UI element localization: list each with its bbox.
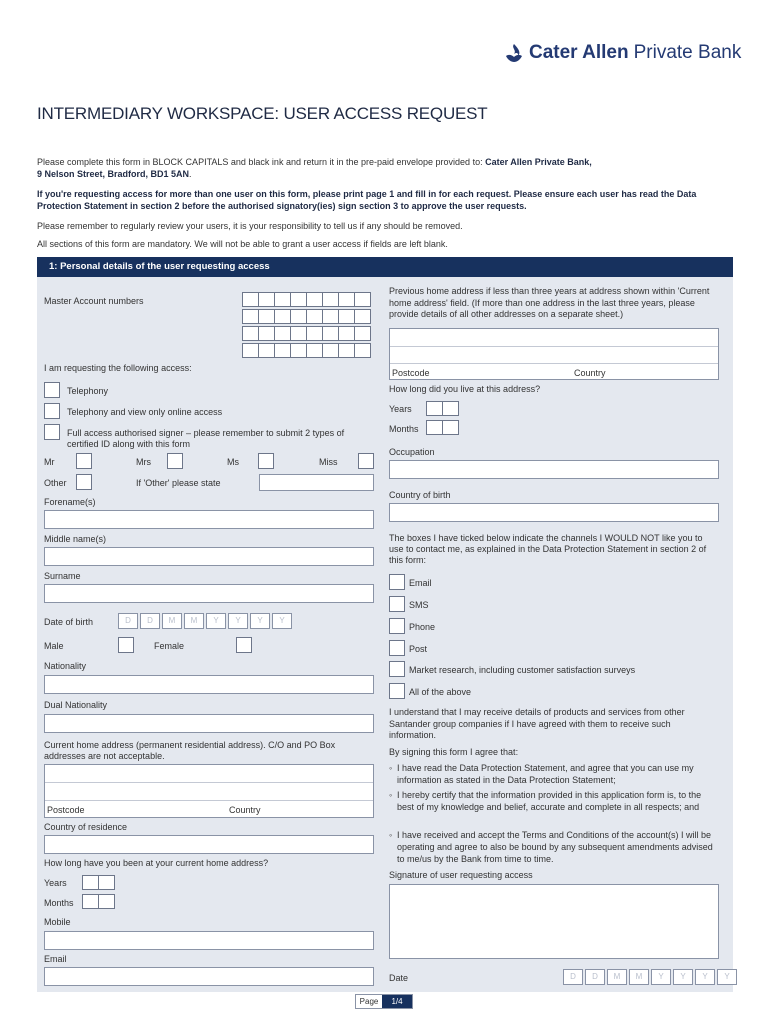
- understand-text: I understand that I may receive details of products and services from other Santander group companies if I have agreed with them to receive such information.: [389, 707, 685, 740]
- current-postcode-label: Postcode: [47, 805, 85, 815]
- previous-address-field[interactable]: [389, 328, 719, 380]
- intro-paragraph-4: All sections of this form are mandatory. We will not be able to grant a user access if fields are left blank.: [37, 239, 448, 249]
- telephony-online-label: Telephony and view only online access: [67, 407, 223, 417]
- male-checkbox[interactable]: [118, 637, 134, 653]
- channel-market-research-checkbox[interactable]: [389, 661, 405, 677]
- page-number: 1/4: [382, 995, 412, 1008]
- previous-country-label: Country: [574, 368, 606, 378]
- nationality-label: Nationality: [44, 661, 87, 671]
- channel-phone-label: Phone: [409, 622, 436, 632]
- mobile-label: Mobile: [44, 917, 71, 927]
- intro-paragraph-1: Please complete this form in BLOCK CAPITALS and black ink and return it in the pre-paid envelope provided to: Cater Allen Private Bank, 9 Nelson Street, Bradford, BD1 5AN.: [37, 157, 592, 179]
- male-label: Male: [44, 641, 64, 651]
- channel-post-label: Post: [409, 644, 428, 654]
- title-miss-label: Miss: [319, 457, 338, 467]
- forename-field[interactable]: [44, 510, 374, 529]
- nationality-field[interactable]: [44, 675, 374, 694]
- logo-bold-text: Cater Allen: [529, 42, 629, 63]
- how-long-current-label: How long have you been at your current home address?: [44, 858, 269, 868]
- title-mr-label: Mr: [44, 457, 55, 467]
- channel-phone-checkbox[interactable]: [389, 618, 405, 634]
- logo-normal-text: Private Bank: [633, 42, 742, 63]
- signature-field[interactable]: [389, 884, 719, 959]
- bank-logo: [503, 42, 741, 64]
- dob-label: Date of birth: [44, 617, 94, 627]
- channel-sms-label: SMS: [409, 600, 429, 610]
- channel-email-label: Email: [409, 578, 432, 588]
- email-field[interactable]: [44, 967, 374, 986]
- title-mrs-label: Mrs: [136, 457, 151, 467]
- surname-field[interactable]: [44, 584, 374, 603]
- months-previous-label: Months: [389, 424, 419, 434]
- middle-name-label: Middle name(s): [44, 534, 107, 544]
- agreement-bullet-3: ◦ I have received and accept the Terms and Conditions of the account(s) I will be operating and agree to also be bound by any subsequent amendments advised to me/us by the Bank from time to time.: [389, 830, 713, 864]
- channels-intro: The boxes I have ticked below indicate the channels I WOULD NOT like you to use to contact me, as explained in the Data Protection Statement in section 2 of this form:: [389, 533, 707, 565]
- section-1-header: 1: Personal details of the user requesting access: [37, 257, 733, 277]
- previous-address-label: Previous home address if less than three years at address shown within 'Current home address' field. (If more than one address in the last three years, please provide details of all other addresses on a separate sheet.): [389, 286, 710, 319]
- country-birth-label: Country of birth: [389, 490, 451, 500]
- telephony-label: Telephony: [67, 386, 109, 396]
- previous-postcode-label: Postcode: [392, 368, 430, 378]
- if-other-label: If 'Other' please state: [136, 478, 221, 488]
- date-field[interactable]: D D M M Y Y Y Y: [563, 969, 739, 985]
- agreement-bullet-2: ◦ I hereby certify that the information provided in this application form is, to the best of my knowledge and belief, accurate and complete in all respects; and: [389, 790, 702, 812]
- channel-market-research-label: Market research, including customer satisfaction surveys: [409, 665, 636, 675]
- dual-nationality-field[interactable]: [44, 714, 374, 733]
- page-title: INTERMEDIARY WORKSPACE: USER ACCESS REQUEST: [37, 104, 488, 123]
- country-birth-field[interactable]: [389, 503, 719, 522]
- dual-nationality-label: Dual Nationality: [44, 700, 108, 710]
- title-other-checkbox[interactable]: [76, 474, 92, 490]
- page-label: Page: [356, 995, 382, 1008]
- how-long-previous-label: How long did you live at this address?: [389, 384, 541, 394]
- years-previous-field[interactable]: [426, 401, 458, 416]
- page-indicator: [355, 994, 413, 1009]
- other-title-field[interactable]: [259, 474, 374, 491]
- female-checkbox[interactable]: [236, 637, 252, 653]
- intro-paragraph-3: Please remember to regularly review your users, it is your responsibility to tell us if any should be removed.: [37, 221, 463, 231]
- country-residence-label: Country of residence: [44, 822, 128, 832]
- occupation-label: Occupation: [389, 447, 435, 457]
- country-residence-field[interactable]: [44, 835, 374, 854]
- telephony-online-checkbox[interactable]: [44, 403, 60, 419]
- channel-all-checkbox[interactable]: [389, 683, 405, 699]
- mobile-field[interactable]: [44, 931, 374, 950]
- requesting-label: I am requesting the following access:: [44, 363, 192, 373]
- months-current-label: Months: [44, 898, 74, 908]
- title-miss-checkbox[interactable]: [358, 453, 374, 469]
- years-current-field[interactable]: [82, 875, 114, 890]
- signature-label: Signature of user requesting access: [389, 870, 533, 880]
- months-current-field[interactable]: [82, 894, 114, 909]
- years-current-label: Years: [44, 878, 67, 888]
- date-label: Date: [389, 973, 409, 983]
- full-access-label: Full access authorised signer – please remember to submit 2 types of certified ID along with this form: [67, 428, 345, 449]
- current-address-field[interactable]: [44, 764, 374, 818]
- title-mrs-checkbox[interactable]: [167, 453, 183, 469]
- title-ms-label: Ms: [227, 457, 239, 467]
- channel-post-checkbox[interactable]: [389, 640, 405, 656]
- forename-label: Forename(s): [44, 497, 96, 507]
- middle-name-field[interactable]: [44, 547, 374, 566]
- master-account-grid[interactable]: [242, 292, 370, 358]
- title-other-label: Other: [44, 478, 67, 488]
- title-ms-checkbox[interactable]: [258, 453, 274, 469]
- telephony-checkbox[interactable]: [44, 382, 60, 398]
- dob-field[interactable]: D D M M Y Y Y Y: [118, 613, 294, 629]
- channel-all-label: All of the above: [409, 687, 472, 697]
- current-country-label: Country: [229, 805, 261, 815]
- agreement-bullet-1: ◦ I have read the Data Protection Statement, and agree that you can use my information as stated in the Data Protection Statement;: [389, 763, 694, 785]
- channel-sms-checkbox[interactable]: [389, 596, 405, 612]
- years-previous-label: Years: [389, 404, 412, 414]
- full-access-checkbox[interactable]: [44, 424, 60, 440]
- female-label: Female: [154, 641, 185, 651]
- channel-email-checkbox[interactable]: [389, 574, 405, 590]
- surname-label: Surname: [44, 571, 81, 581]
- current-address-label: Current home address (permanent residential address). C/O and PO Box addresses are not acceptable.: [44, 740, 336, 761]
- occupation-field[interactable]: [389, 460, 719, 479]
- email-label: Email: [44, 954, 67, 964]
- by-signing-text: By signing this form I agree that:: [389, 747, 519, 757]
- flame-logo-icon: [503, 43, 525, 63]
- months-previous-field[interactable]: [426, 420, 458, 435]
- master-account-label: Master Account numbers: [44, 296, 144, 306]
- intro-paragraph-2: If you're requesting access for more than one user on this form, please print page 1 and fill in for each request. Please ensure each user has read the Data Protection Statement in section 2 before the authorised signatory(ies) sign section 3 to approve the user requests.: [37, 189, 697, 211]
- title-mr-checkbox[interactable]: [76, 453, 92, 469]
